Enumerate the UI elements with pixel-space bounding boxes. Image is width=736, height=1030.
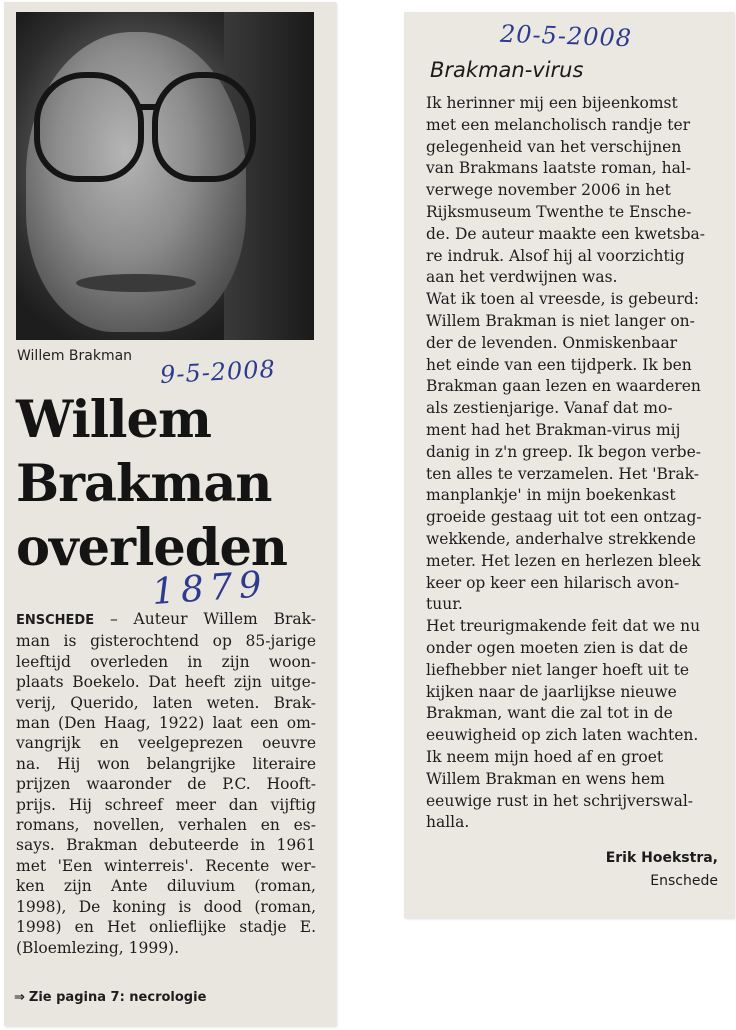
article-body-left [16, 609, 316, 958]
letter-line: Willem Brakman en wens hem [426, 769, 665, 788]
letter-line: wekkende, anderhalve strekkende [426, 529, 696, 548]
letter-line: Het treurigmakende feit dat we nu [426, 617, 701, 636]
letter-line: Rijksmuseum Twenthe te Ensche- [426, 202, 692, 221]
article-line: leeftijd overleden in zijn woon- [16, 652, 316, 671]
letter-line: danig in z'n greep. Ik begon verbe- [426, 442, 701, 461]
letter-line: gelegenheid van het verschijnen [426, 137, 682, 156]
letter-line: groeide gestaag uit tot een ontzag- [426, 508, 702, 527]
article-line: ENSCHEDE – Auteur Willem Brak- [16, 610, 316, 628]
letter-line: verwege november 2006 in het [426, 181, 671, 200]
letter-line: Ik neem mijn hoed af en groet [426, 747, 664, 766]
letter-line: als zestienjarige. Vanaf dat mo- [426, 399, 673, 418]
letter-line: meter. Het lezen en herlezen bleek [426, 551, 701, 570]
article-line: romans, novellen, verhalen en es- [16, 816, 316, 835]
article-line: ken zijn Ante diluvium (roman, [16, 877, 316, 896]
letter-line: eeuwigheid op zich laten wachten. [426, 726, 699, 745]
article-line: prijzen waaronder de P.C. Hooft- [16, 775, 316, 794]
letter-line: het einde van een tijdperk. Ik ben [426, 355, 692, 374]
article-line: verij, Querido, laten weten. Brak- [16, 693, 316, 712]
letter-line: met een melancholisch randje ter [426, 115, 691, 134]
letter-line: Willem Brakman is niet langer on- [426, 311, 695, 330]
headline [16, 388, 287, 580]
handwritten-number: 1879 [150, 564, 269, 613]
headline-line: Willem [16, 390, 211, 450]
see-also-text: Zie pagina 7: necrologie [28, 990, 207, 1005]
letter-place: Enschede [650, 873, 718, 889]
letter-line: ment had het Brakman-virus mij [426, 420, 681, 439]
article-line: man (Den Haag, 1922) laat een om- [16, 714, 316, 733]
article-line: met 'Een winterreis'. Recente wer- [16, 856, 316, 875]
article-line: says. Brakman debuteerde in 1961 [16, 836, 316, 855]
letter-line: de. De auteur maakte een kwetsba- [426, 224, 705, 243]
letter-title: Brakman-virus [430, 58, 584, 82]
letter-line: keer op keer een hilarisch avon- [426, 573, 680, 592]
letter-line: aan het verdwijnen was. [426, 268, 618, 287]
letter-line: kijken naar de jaarlijkse nieuwe [426, 682, 677, 701]
see-also-reference [14, 990, 206, 1005]
article-line: man is gisterochtend op 85-jarige [16, 632, 316, 651]
photo-caption: Willem Brakman [17, 348, 133, 364]
letter-line: halla. [426, 813, 470, 832]
article-line: na. Hij won belangrijke literaire [16, 754, 316, 773]
letter-line: tuur. [426, 595, 463, 614]
letter-line: manplankje' in mijn boekenkast [426, 486, 676, 505]
handwritten-date-left: 9-5-2008 [159, 354, 277, 390]
article-line: plaats Boekelo. Dat heeft zijn uitge- [16, 673, 316, 692]
letter-line: der de levenden. Onmiskenbaar [426, 333, 678, 352]
arrow-right-icon: ⇒ [14, 990, 25, 1005]
article-line: 1998), De koning is dood (roman, [16, 897, 316, 916]
dateline-location: ENSCHEDE [16, 613, 95, 628]
letter-author: Erik Hoekstra, [605, 850, 718, 866]
article-line: prijs. Hij schreef meer dan vijftig [16, 795, 316, 814]
headline-line: overleden [16, 518, 287, 578]
letter-line: Brakman, want die zal tot in de [426, 704, 673, 723]
letter-line: Brakman gaan lezen en waarderen [426, 377, 701, 396]
headline-line: Brakman [16, 454, 272, 514]
letter-body [426, 93, 716, 834]
article-line: vangrijk en veelgeprezen oeuvre [16, 734, 316, 753]
letter-line: van Brakmans laatste roman, hal- [426, 159, 692, 178]
letter-line: Wat ik toen al vreesde, is gebeurd: [426, 290, 700, 309]
letter-line: onder ogen moeten zien is dat de [426, 638, 689, 657]
letter-line: Ik herinner mij een bijeenkomst [426, 94, 678, 112]
portrait-photo [16, 12, 314, 340]
letter-line: ten alles te verzamelen. Het 'Brak- [426, 464, 699, 483]
letter-line: liefhebber niet langer hoeft uit te [426, 660, 690, 679]
handwritten-date-right: 20-5-2008 [499, 19, 633, 53]
article-line: 1998) en Het onlieflijke stadje E. [16, 918, 316, 937]
letter-line: re indruk. Alsof hij al voorzichtig [426, 246, 685, 265]
letter-line: eeuwige rust in het schrijverswal- [426, 791, 694, 810]
article-line: (Bloemlezing, 1999). [16, 938, 180, 957]
